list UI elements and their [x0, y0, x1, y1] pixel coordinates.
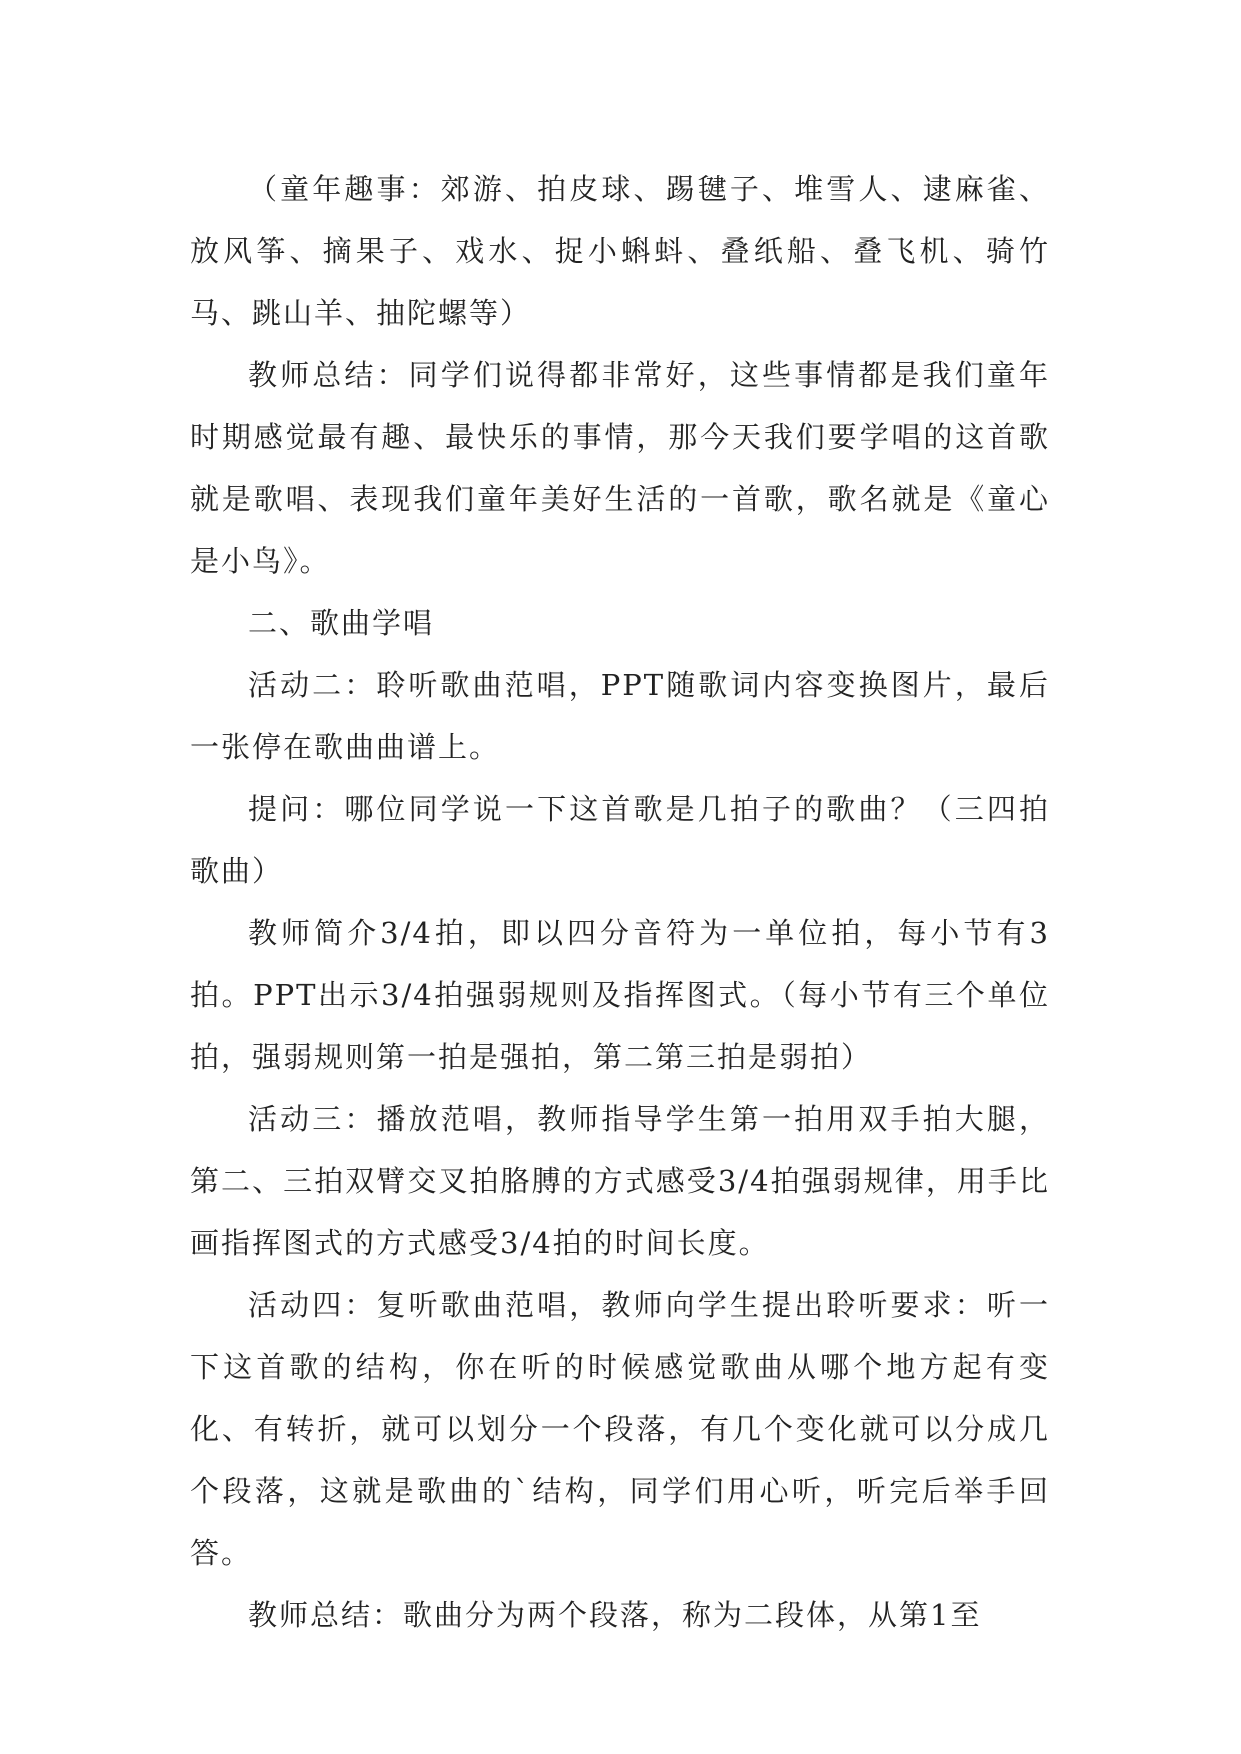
document-body [190, 158, 1050, 1646]
section-heading-song-learning: 二、歌曲学唱 [248, 606, 435, 640]
paragraph-teacher-summary-1: 教师总结：同学们说得都非常好，这些事情都是我们童年时期感觉最有趣、最快乐的事情，那今天我们要学唱的这首歌就是歌唱、表现我们童年美好生活的一首歌，歌名就是《童心是小鸟》。 [190, 358, 1050, 578]
paragraph-activity-two: 活动二：聆听歌曲范唱，PPT随歌词内容变换图片，最后一张停在歌曲曲谱上。 [190, 668, 1050, 764]
paragraph-activity-three: 活动三：播放范唱，教师指导学生第一拍用双手拍大腿，第二、三拍双臂交叉拍胳膊的方式感受3/4拍强弱规律，用手比画指挥图式的方式感受3/4拍的时间长度。 [190, 1102, 1050, 1260]
paragraph-teacher-summary-2: 教师总结：歌曲分为两个段落，称为二段体，从第1至 [248, 1598, 982, 1632]
paragraph-activity-four: 活动四：复听歌曲范唱，教师向学生提出聆听要求：听一下这首歌的结构，你在听的时候感觉歌曲从哪个地方起有变化、有转折，就可以划分一个段落，有几个变化就可以分成几个段落，这就是歌曲的`结构，同学们用心听，听完后举手回答。 [190, 1288, 1050, 1570]
paragraph-question: 提问：哪位同学说一下这首歌是几拍子的歌曲？（三四拍歌曲） [190, 792, 1050, 888]
paragraph-childhood-activities: （童年趣事：郊游、拍皮球、踢毽子、堆雪人、逮麻雀、放风筝、摘果子、戏水、捉小蝌蚪、叠纸船、叠飞机、骑竹马、跳山羊、抽陀螺等） [190, 172, 1050, 330]
paragraph-time-signature-intro: 教师简介3/4拍，即以四分音符为一单位拍，每小节有3拍。PPT出示3/4拍强弱规则及指挥图式。（每小节有三个单位拍，强弱规则第一拍是强拍，第二第三拍是弱拍） [190, 916, 1050, 1074]
